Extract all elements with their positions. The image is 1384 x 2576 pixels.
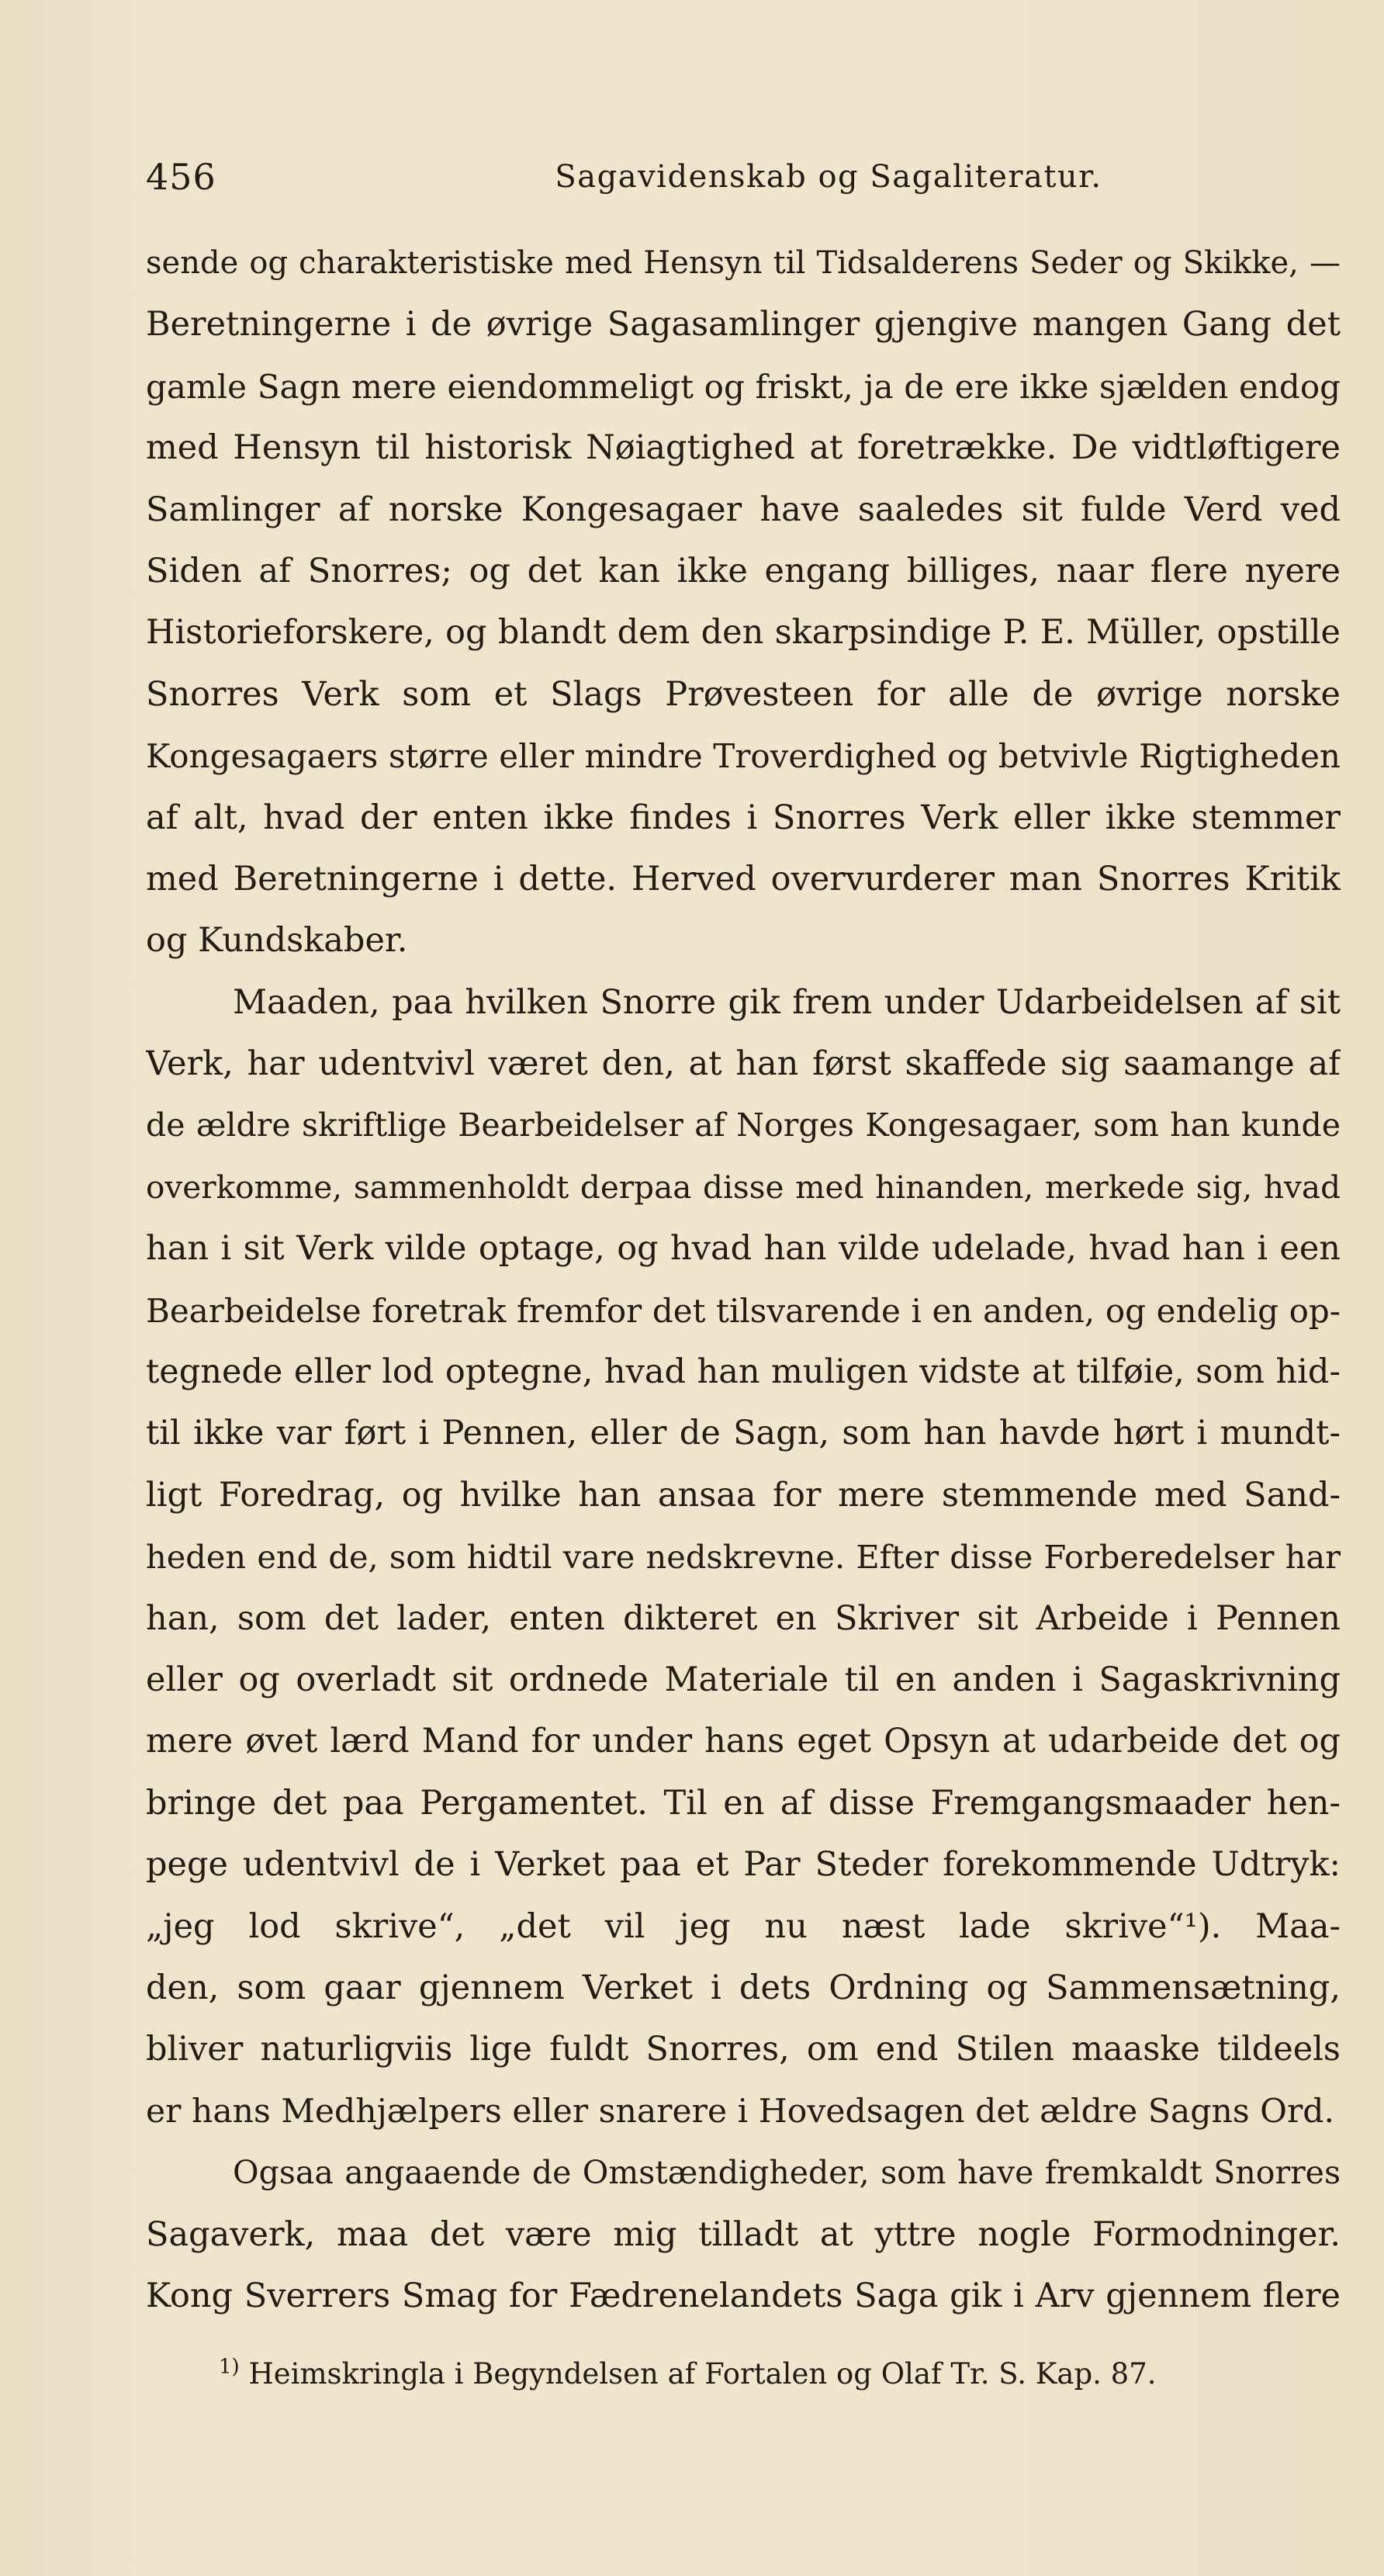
text-line: Sagaverk, maa det være mig tilladt at yttre nogle Formodninger. (146, 2214, 1341, 2254)
page-number: 456 (146, 156, 216, 198)
text-line: mere øvet lærd Mand for under hans eget Opsyn at udarbeide det og (146, 1722, 1341, 1761)
footnote (219, 2351, 1305, 2398)
text-line: pege udentvivl de i Verket paa et Par Steder forekommende Udtryk: (146, 1845, 1341, 1885)
text-line: med Hensyn til historisk Nøiagtighed at foretrække. De vidtløftigere (146, 428, 1341, 468)
body-text (146, 233, 1341, 2327)
text-line: „jeg lod skrive“, „det vil jeg nu næst lade skrive“¹). Maa- (146, 1906, 1341, 1946)
text-line: til ikke var ført i Pennen, eller de Sagn, som han havde hørt i mundt- (146, 1414, 1341, 1453)
running-title: Sagavidenskab og Sagaliteratur. (555, 159, 1102, 195)
text-line: han i sit Verk vilde optage, og hvad han vilde udelade, hvad han i een (146, 1229, 1341, 1269)
text-line: den, som gaar gjennem Verket i dets Ordning og Sammensætning, (146, 1968, 1341, 2007)
text-line: de ældre skriftlige Bearbeidelser af Norges Kongesagaer, som han kunde (146, 1106, 1341, 1144)
text-line: heden end de, som hidtil vare nedskrevne. Efter disse Forberedelser har (146, 1538, 1341, 1577)
text-line: Verk, har udentvivl været den, at han først skaffede sig saamange af (146, 1044, 1341, 1084)
text-line: Beretningerne i de øvrige Sagasamlinger gjengive mangen Gang det (146, 305, 1341, 345)
text-line: sende og charakteristiske med Hensyn til Tidsalderens Seder og Skikke, — (146, 245, 1341, 281)
text-line: med Beretningerne i dette. Herved overvurderer man Snorres Kritik (146, 859, 1341, 898)
text-line: ligt Foredrag, og hvilke han ansaa for mere stemmende med Sand- (146, 1475, 1341, 1515)
text-line: overkomme, sammenholdt derpaa disse med hinanden, merkede sig, hvad (146, 1168, 1341, 1206)
text-line: eller og overladt sit ordnede Materiale til en anden i Sagaskrivning (146, 1660, 1341, 1699)
text-line: af alt, hvad der enten ikke findes i Snorres Verk eller ikke stemmer (146, 798, 1341, 837)
text-line: gamle Sagn mere eiendommeligt og friskt, ja de ere ikke sjælden endog (146, 367, 1341, 406)
text-line: bringe det paa Pergamentet. Til en af disse Fremgangsmaader hen- (146, 1783, 1341, 1823)
text-line: Bearbeidelse foretrak fremfor det tilsvarende i en anden, og endelig op- (146, 1291, 1341, 1330)
paragraph-end-line: og Kundskaber. (146, 921, 408, 961)
text-line: Historieforskere, og blandt dem den skarpsindige P. E. Müller, opstille (146, 613, 1341, 653)
text-line: Kong Sverrers Smag for Fædrenelandets Saga gik i Arv gjennem flere (146, 2276, 1341, 2315)
text-line: Kongesagaers større eller mindre Troverdighed og betvivle Rigtigheden (146, 737, 1341, 776)
page-header (146, 152, 1341, 202)
paragraph-start-line: Maaden, paa hvilken Snorre gik frem under Udarbeidelsen af sit (233, 982, 1341, 1022)
text-line: Samlinger af norske Kongesagaer have saaledes sit fulde Verd ved (146, 490, 1341, 529)
text-line: Siden af Snorres; og det kan ikke engang billiges, naar flere nyere (146, 551, 1341, 590)
footnote-marker: 1) (219, 2355, 240, 2379)
paragraph-end-line: er hans Medhjælpers eller snarere i Hovedsagen det ældre Sagns Ord. (146, 2092, 1335, 2131)
text-line: han, som det lader, enten dikteret en Skriver sit Arbeide i Pennen (146, 1598, 1341, 1638)
paragraph-start-line: Ogsaa angaaende de Omstændigheder, som have fremkaldt Snorres (233, 2154, 1341, 2192)
footnote-text: Heimskringla i Begyndelsen af Fortalen og Olaf Tr. S. Kap. 87. (248, 2357, 1157, 2391)
text-line: bliver naturligviis lige fuldt Snorres, om end Stilen maaske tildeels (146, 2030, 1341, 2069)
text-line: tegnede eller lod optegne, hvad han muligen vidste at tilføie, som hid- (146, 1352, 1341, 1392)
text-line: Snorres Verk som et Slags Prøvesteen for alle de øvrige norske (146, 674, 1341, 714)
